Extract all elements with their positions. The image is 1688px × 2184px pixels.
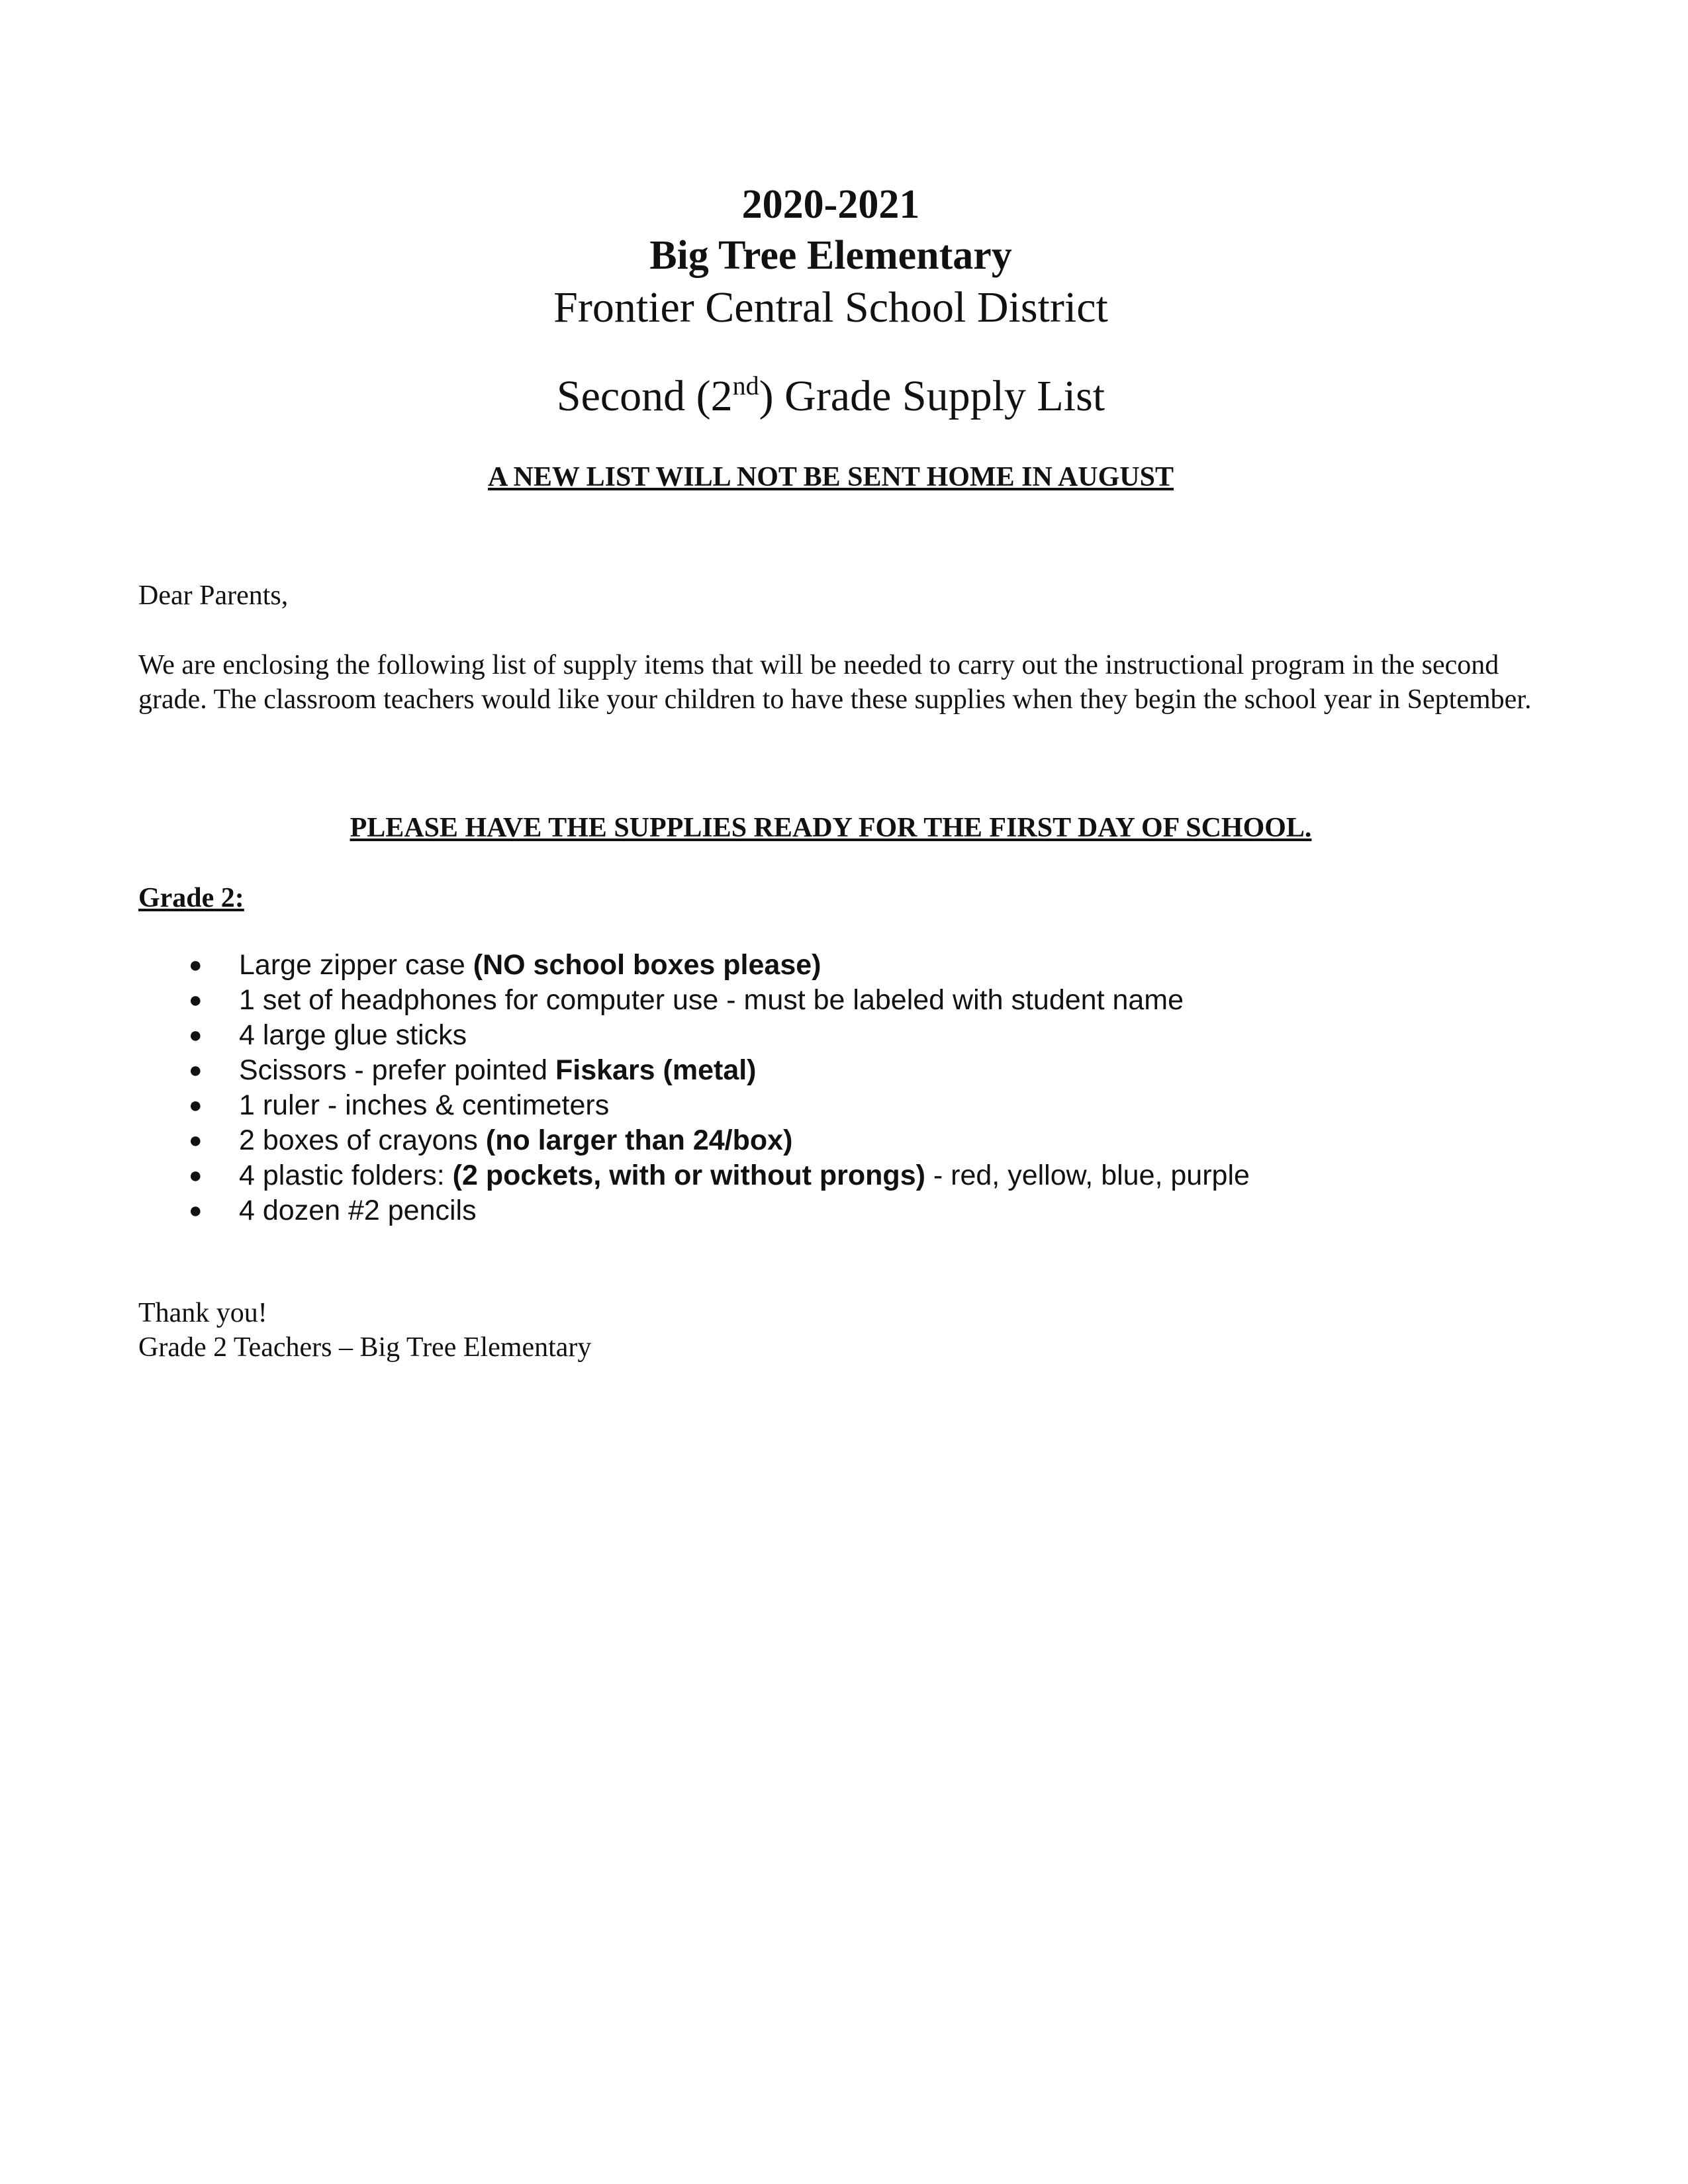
bullet-icon: ● <box>189 1093 203 1118</box>
supply-list <box>189 948 1250 1228</box>
supply-text: 4 dozen #2 pencils <box>239 1195 477 1226</box>
list-item <box>189 1123 1250 1158</box>
list-title <box>0 369 1662 424</box>
list-title-ordinal: nd <box>732 371 759 400</box>
bullet-icon: ● <box>189 987 203 1013</box>
supply-text: Large zipper case <box>239 949 473 981</box>
list-item <box>189 1053 1250 1088</box>
supply-text: 2 boxes of crayons <box>239 1124 486 1156</box>
bullet-icon: ● <box>189 1128 203 1153</box>
supply-text: 1 set of headphones for computer use - must be labeled with student name <box>239 984 1184 1016</box>
bullet-icon: ● <box>189 1163 203 1188</box>
bullet-icon: ● <box>189 1058 203 1083</box>
list-title-suffix: ) Grade Supply List <box>759 372 1105 420</box>
no-new-list-notice: A NEW LIST WILL NOT BE SENT HOME IN AUGUST <box>488 462 1174 492</box>
grade-heading: Grade 2: <box>138 883 244 913</box>
thank-you-line: Thank you! <box>138 1298 267 1328</box>
intro-paragraph: We are enclosing the following list of supply items that will be needed to carry out the instructional program in the second grade. The classroom teachers would like your children to have these supplies when they begin the school year in September. <box>138 650 1532 715</box>
greeting: Dear Parents, <box>138 580 289 611</box>
supply-bold-text: (no larger than 24/box) <box>485 1124 793 1156</box>
ready-notice: PLEASE HAVE THE SUPPLIES READY FOR THE FIRST DAY OF SCHOOL. <box>350 813 1312 843</box>
bullet-icon: ● <box>189 1023 203 1048</box>
supply-bold-text: Fiskars (metal) <box>555 1054 757 1086</box>
supply-text: 4 plastic folders: <box>239 1160 453 1191</box>
school-year: 2020-2021 <box>741 182 920 227</box>
list-item <box>189 1158 1250 1193</box>
supply-text: Scissors - prefer pointed <box>239 1054 555 1086</box>
supply-bold-text: (NO school boxes please) <box>473 949 821 981</box>
list-item <box>189 1088 1250 1123</box>
list-item <box>189 1193 1250 1228</box>
list-item <box>189 1018 1250 1053</box>
bullet-icon: ● <box>189 1198 203 1223</box>
list-title-prefix: Second (2 <box>556 372 733 420</box>
school-name: Big Tree Elementary <box>649 233 1012 278</box>
supply-text: 4 large glue sticks <box>239 1019 467 1051</box>
supply-tail-text: - red, yellow, blue, purple <box>925 1160 1250 1191</box>
signature-line: Grade 2 Teachers – Big Tree Elementary <box>138 1332 592 1363</box>
list-item <box>189 983 1250 1018</box>
district-name: Frontier Central School District <box>553 283 1108 332</box>
bullet-icon: ● <box>189 952 203 978</box>
supply-bold-text: (2 pockets, with or without prongs) <box>452 1160 925 1191</box>
list-item <box>189 948 1250 983</box>
supply-text: 1 ruler - inches & centimeters <box>239 1089 610 1121</box>
